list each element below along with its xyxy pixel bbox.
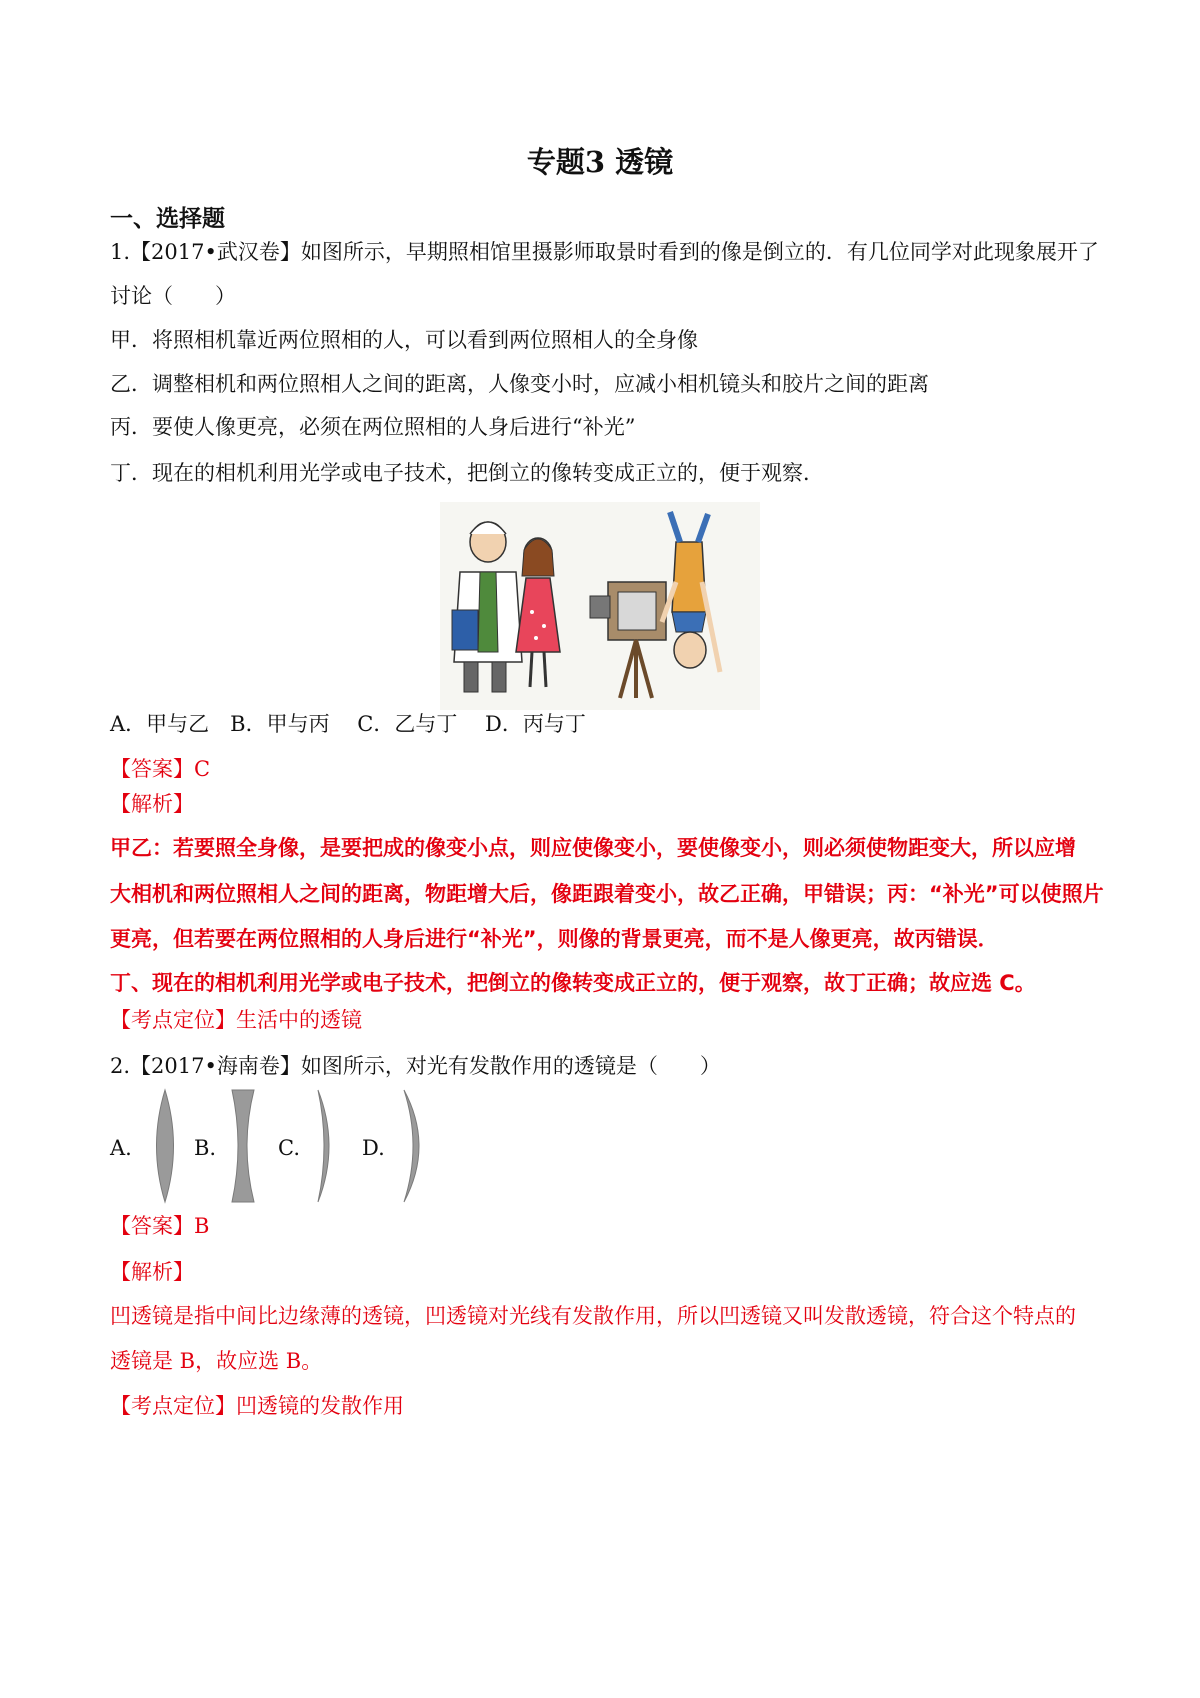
q2-answer-label: 【答案】 (110, 1214, 194, 1238)
q2-analysis-label: 【解析】 (110, 1260, 194, 1284)
q2-option-c-label: C. (278, 1136, 300, 1160)
q1-statement-bing: 丙．要使人像更亮，必须在两位照相的人身后进行“补光” (110, 415, 636, 439)
q1-statement-yi: 乙．调整相机和两位照相人之间的距离，人像变小时，应减小相机镜头和胶片之间的距离 (110, 372, 929, 396)
section-heading: 一、选择题 (110, 205, 225, 232)
q1-kaodian-value: 生活中的透镜 (236, 1008, 362, 1032)
q2-analysis-line-1: 凹透镜是指中间比边缘薄的透镜，凹透镜对光线有发散作用，所以凹透镜又叫发散透镜，符合这个特点的 (110, 1304, 1076, 1328)
q1-kaodian (110, 1006, 362, 1034)
meniscus-lens-c-icon (312, 1088, 342, 1204)
q1-answer (110, 755, 210, 783)
q2-option-a-label: A. (110, 1136, 132, 1160)
q2-option-d-label: D. (362, 1136, 385, 1160)
meniscus-lens-d-icon (398, 1088, 434, 1204)
q2-answer (110, 1212, 209, 1240)
q1-analysis-line-1: 甲乙：若要照全身像，是要把成的像变小点，则应使像变小，要使像变小，则必须使物距变大，所以应增 (110, 836, 1076, 860)
q1-statement-jia: 甲．将照相机靠近两位照相的人，可以看到两位照相人的全身像 (110, 328, 698, 352)
q1-answer-label: 【答案】 (110, 757, 194, 781)
q2-kaodian-label: 【考点定位】 (110, 1394, 236, 1418)
q2-answer-value: B (194, 1214, 210, 1238)
q2-kaodian-value: 凹透镜的发散作用 (236, 1394, 404, 1418)
q1-stem-line-1: 1.【2017•武汉卷】如图所示，早期照相馆里摄影师取景时看到的像是倒立的．有几位同学对此现象展开了 (110, 240, 1099, 264)
q1-answer-value: C (194, 757, 211, 781)
q1-kaodian-label: 【考点定位】 (110, 1008, 236, 1032)
q1-analysis-label: 【解析】 (110, 792, 194, 816)
q1-statement-ding: 丁．现在的相机利用光学或电子技术，把倒立的像转变成正立的，便于观察． (110, 461, 824, 485)
q1-analysis-line-4: 丁、现在的相机利用光学或电子技术，把倒立的像转变成正立的，便于观察，故丁正确；故应选 C。 (110, 971, 1036, 995)
camera-illustration (440, 502, 760, 710)
page-title: 专题3 透镜 (526, 145, 674, 179)
concave-lens-icon (226, 1088, 266, 1204)
q2-stem: 2.【2017•海南卷】如图所示，对光有发散作用的透镜是（ ） (110, 1054, 721, 1078)
q1-options: A．甲与乙 B．甲与丙 C．乙与丁 D．丙与丁 (110, 712, 586, 736)
q1-analysis-line-3: 更亮，但若要在两位照相的人身后进行“补光”，则像的背景更亮，而不是人像更亮，故丙错误． (110, 927, 999, 951)
q1-analysis-line-2: 大相机和两位照相人之间的距离，物距增大后，像距跟着变小，故乙正确，甲错误；丙：“补光”可以使照片 (110, 882, 1104, 906)
q2-analysis-line-2: 透镜是 B，故应选 B。 (110, 1349, 323, 1373)
q2-kaodian (110, 1392, 404, 1420)
convex-lens-icon (148, 1088, 182, 1204)
q1-stem-line-2: 讨论（ ） (110, 284, 236, 308)
q2-option-b-label: B. (194, 1136, 217, 1160)
